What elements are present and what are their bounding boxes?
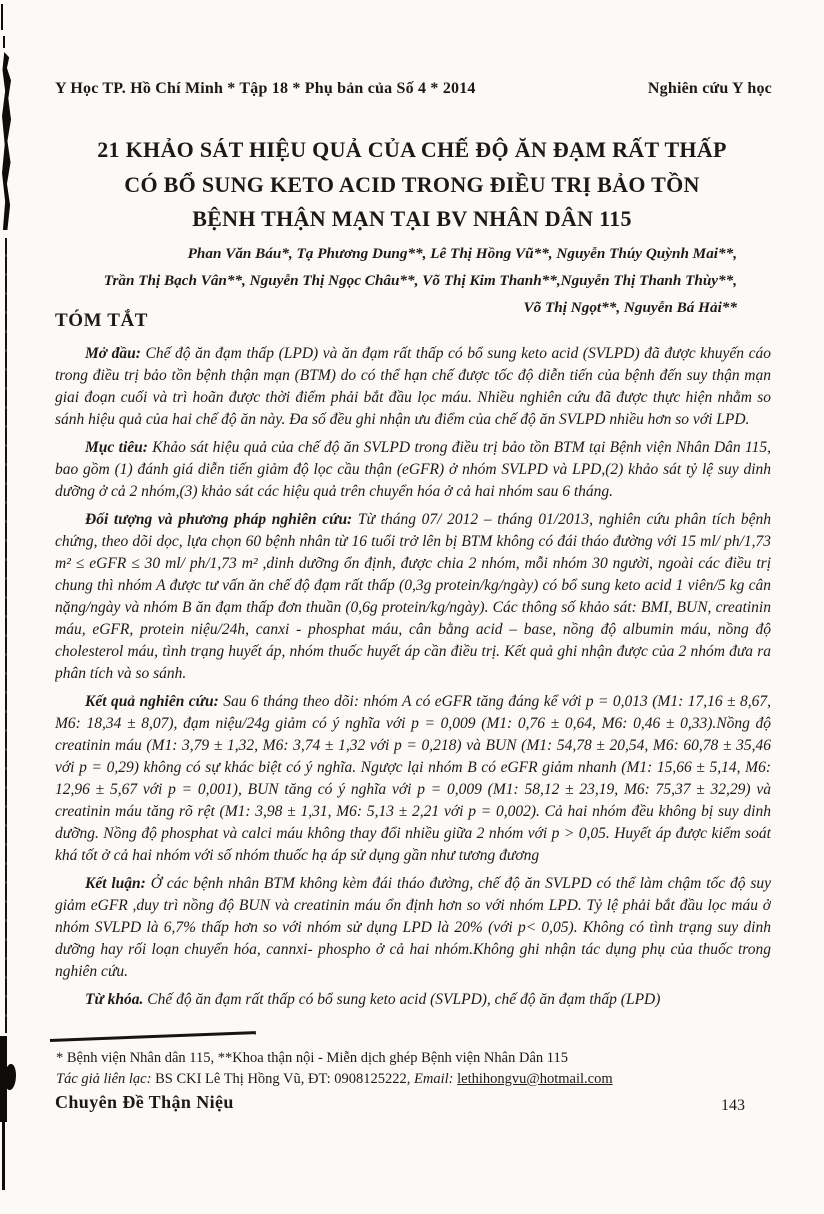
paragraph-text: Khảo sát hiệu quả của chế độ ăn SVLPD trong điều trị bảo tồn BTM tại Bệnh viện Nhân Dân 115, bao gồm (1) đánh giá diễn tiến giảm độ lọc cầu thận (eGFR) ở nhóm SVLPD và LPD,(2) khảo sát tỷ lệ suy dinh dưỡng ở cả 2 nhóm,(3) khảo sát các hiệu quả trên chuyển hóa ở cả hai nhóm sau 6 tháng. <box>55 439 771 500</box>
abstract-body <box>55 343 771 1017</box>
author-line-3: Võ Thị Ngọt**, Nguyễn Bá Hải** <box>523 299 737 316</box>
paragraph-text: Chế độ ăn đạm thấp (LPD) và ăn đạm rất thấp có bổ sung keto acid (SVLPD) đã được khuyến cáo trong điều trị bảo tồn bệnh thận mạn (BTM) do có thể hạn chế được tốc độ diễn tiến của bệnh đến suy thận mạn giai đoạn cuối và trì hoãn được thời điểm phải bắt đầu lọc máu. Nhiều nghiên cứu đã được thực hiện nhằm so sánh hiệu quả của hai chế độ ăn này. Đa số đều ghi nhận ưu điểm của chế độ ăn SVLPD nhiều hơn so với LPD. <box>55 345 771 428</box>
abstract-paragraph-objective <box>55 437 771 503</box>
contact-email: lethihongvu@hotmail.com <box>457 1071 613 1087</box>
paragraph-text: Từ tháng 07/ 2012 – tháng 01/2013, nghiên cứu phân tích bệnh chứng, theo dõi dọc, lựa chọn 60 bệnh nhân từ 16 tuổi trở lên bị BTM không có đái tháo đường với 15 ml/ ph/1,73 m² ≤ eGFR ≤ 30 ml/ ph/1,73 m² ,dinh dưỡng ổn định, được chia 2 nhóm, mỗi nhóm 30 người, ngoài các điều trị chung thì nhóm A được tư vấn ăn chế độ đạm rất thấp (0,3g protein/kg/ngày) có bổ sung keto acid 1 viên/5 kg cân nặng/ngày và nhóm B ăn đạm thấp đơn thuần (0,6g protein/kg/ngày). Các thông số khảo sát: BMI, BUN, creatinin máu, eGFR, protein niệu/24h, canxi - phosphat máu, cân bằng acid – base, nồng độ albumin máu, nồng độ cholesterol máu, tình trạng huyết áp, nhóm thuốc huyết áp cần điều trị. Kết quả ghi nhận được của 2 nhóm đưa ra phân tích và so sánh. <box>55 511 771 682</box>
paragraph-lead: Mục tiêu: <box>85 439 148 456</box>
paragraph-text: Chế độ ăn đạm rất thấp có bổ sung keto acid (SVLPD), chế độ ăn đạm thấp (LPD) <box>143 991 661 1008</box>
email-label: Email: <box>414 1071 458 1087</box>
scan-artifact-top-blob <box>2 52 11 230</box>
paragraph-lead: Đối tượng và phương pháp nghiên cứu: <box>85 511 353 528</box>
scan-artifact-bottom-blob <box>5 1064 16 1090</box>
contact-footnote <box>56 1069 756 1090</box>
paragraph-lead: Từ khóa. <box>85 991 144 1008</box>
scan-artifact-top-tick-2 <box>3 36 5 48</box>
author-list <box>55 240 737 321</box>
scan-artifact-left-line <box>5 238 7 1033</box>
journal-section-label: Nghiên cứu Y học <box>647 80 772 97</box>
author-line-2: Trần Thị Bạch Vân**, Nguyễn Thị Ngọc Châu**, Võ Thị Kim Thanh**,Nguyễn Thị Thanh Thùy**, <box>103 272 737 289</box>
article-title <box>54 133 770 237</box>
paragraph-lead: Mở đầu: <box>85 345 141 362</box>
article-title-line-2: CÓ BỔ SUNG KETO ACID TRONG ĐIỀU TRỊ BẢO TỒN <box>124 171 700 197</box>
author-line-1: Phan Văn Báu*, Tạ Phương Dung**, Lê Thị Hồng Vũ**, Nguyễn Thúy Quỳnh Mai**, <box>187 245 737 262</box>
abstract-paragraph-keywords <box>55 989 771 1011</box>
journal-citation: Y Học TP. Hồ Chí Minh * Tập 18 * Phụ bản của Số 4 * 2014 <box>55 80 476 97</box>
paragraph-text: Sau 6 tháng theo dõi: nhóm A có eGFR tăng đáng kể với p = 0,013 (M1: 17,16 ± 8,67, M6: 18,34 ± 8,07), đạm niệu/24g giảm có ý nghĩa với p = 0,009 (M1: 0,76 ± 0,64, M6: 0,46 ± 0,33).Nồng độ creatinin máu (M1: 3,79 ± 1,32, M6: 3,74 ± 1,32 với p = 0,218) và BUN (M1: 54,78 ± 20,54, M6: 60,78 ± 35,46 với p = 0,29) không có sự khác biệt có ý nghĩa. Ngược lại nhóm B có eGFR giảm nhanh (M1: 15,66 ± 5,14, M6: 12,96 ± 5,67 với p = 0,001), BUN tăng có ý nghĩa với p = 0,009 (M1: 58,12 ± 23,19, M6: 75,37 ± 32,29) và creatinin máu tăng rõ rệt (M1: 3,98 ± 1,31, M6: 5,13 ± 2,21 với p = 0,002). Cả hai nhóm đều không bị suy dinh dưỡng. Nồng độ phosphat và calci máu không thay đổi nhiều giữa 2 nhóm với p > 0,05. Huyết áp được kiểm soát khá tốt ở cả hai nhóm với số nhóm thuốc hạ áp sử dụng gần như tương đương <box>55 693 771 864</box>
scan-artifact-bottom-line <box>2 1122 5 1190</box>
running-head <box>55 80 772 98</box>
scan-artifact-top-tick <box>1 4 3 30</box>
paragraph-text: Ở các bệnh nhân BTM không kèm đái tháo đường, chế độ ăn SVLPD có thể làm chậm tốc độ suy giảm eGFR ,duy trì nồng độ BUN và creatinin máu ổn định hơn so với nhóm LPD. Tỷ lệ phải bắt đầu lọc máu ở nhóm SVLPD là 6,7% thấp hơn so với nhóm sử dụng LPD là 20% (với p< 0,05). Không có tình trạng suy dinh dưỡng hay rối loạn chuyển hóa, cannxi- phospho ở cả hai nhóm.Không ghi nhận tác dụng phụ của thuốc trong nghiên cứu. <box>55 875 771 980</box>
abstract-paragraph-intro <box>55 343 771 431</box>
footer-section-title: Chuyên Đề Thận Niệu <box>55 1092 234 1112</box>
abstract-heading: TÓM TẮT <box>55 310 149 331</box>
paragraph-lead: Kết quả nghiên cứu: <box>85 693 219 710</box>
abstract-paragraph-results <box>55 691 771 867</box>
article-title-line-3: BỆNH THẬN MẠN TẠI BV NHÂN DÂN 115 <box>192 206 632 231</box>
contact-lead: Tác giả liên lạc: <box>56 1071 152 1087</box>
footnote-divider <box>50 1031 256 1041</box>
paragraph-lead: Kết luận: <box>85 875 146 892</box>
abstract-paragraph-conclusion <box>55 873 771 983</box>
page-number: 143 <box>721 1097 745 1114</box>
affiliation-footnote: * Bệnh viện Nhân dân 115, **Khoa thận nội - Miễn dịch ghép Bệnh viện Nhân Dân 115 <box>56 1050 568 1066</box>
article-title-line-1: 21 KHẢO SÁT HIỆU QUẢ CỦA CHẾ ĐỘ ĂN ĐẠM RẤT THẤP <box>97 137 727 162</box>
contact-text: BS CKI Lê Thị Hồng Vũ, ĐT: 0908125222, <box>151 1071 415 1087</box>
abstract-paragraph-methods <box>55 509 771 685</box>
